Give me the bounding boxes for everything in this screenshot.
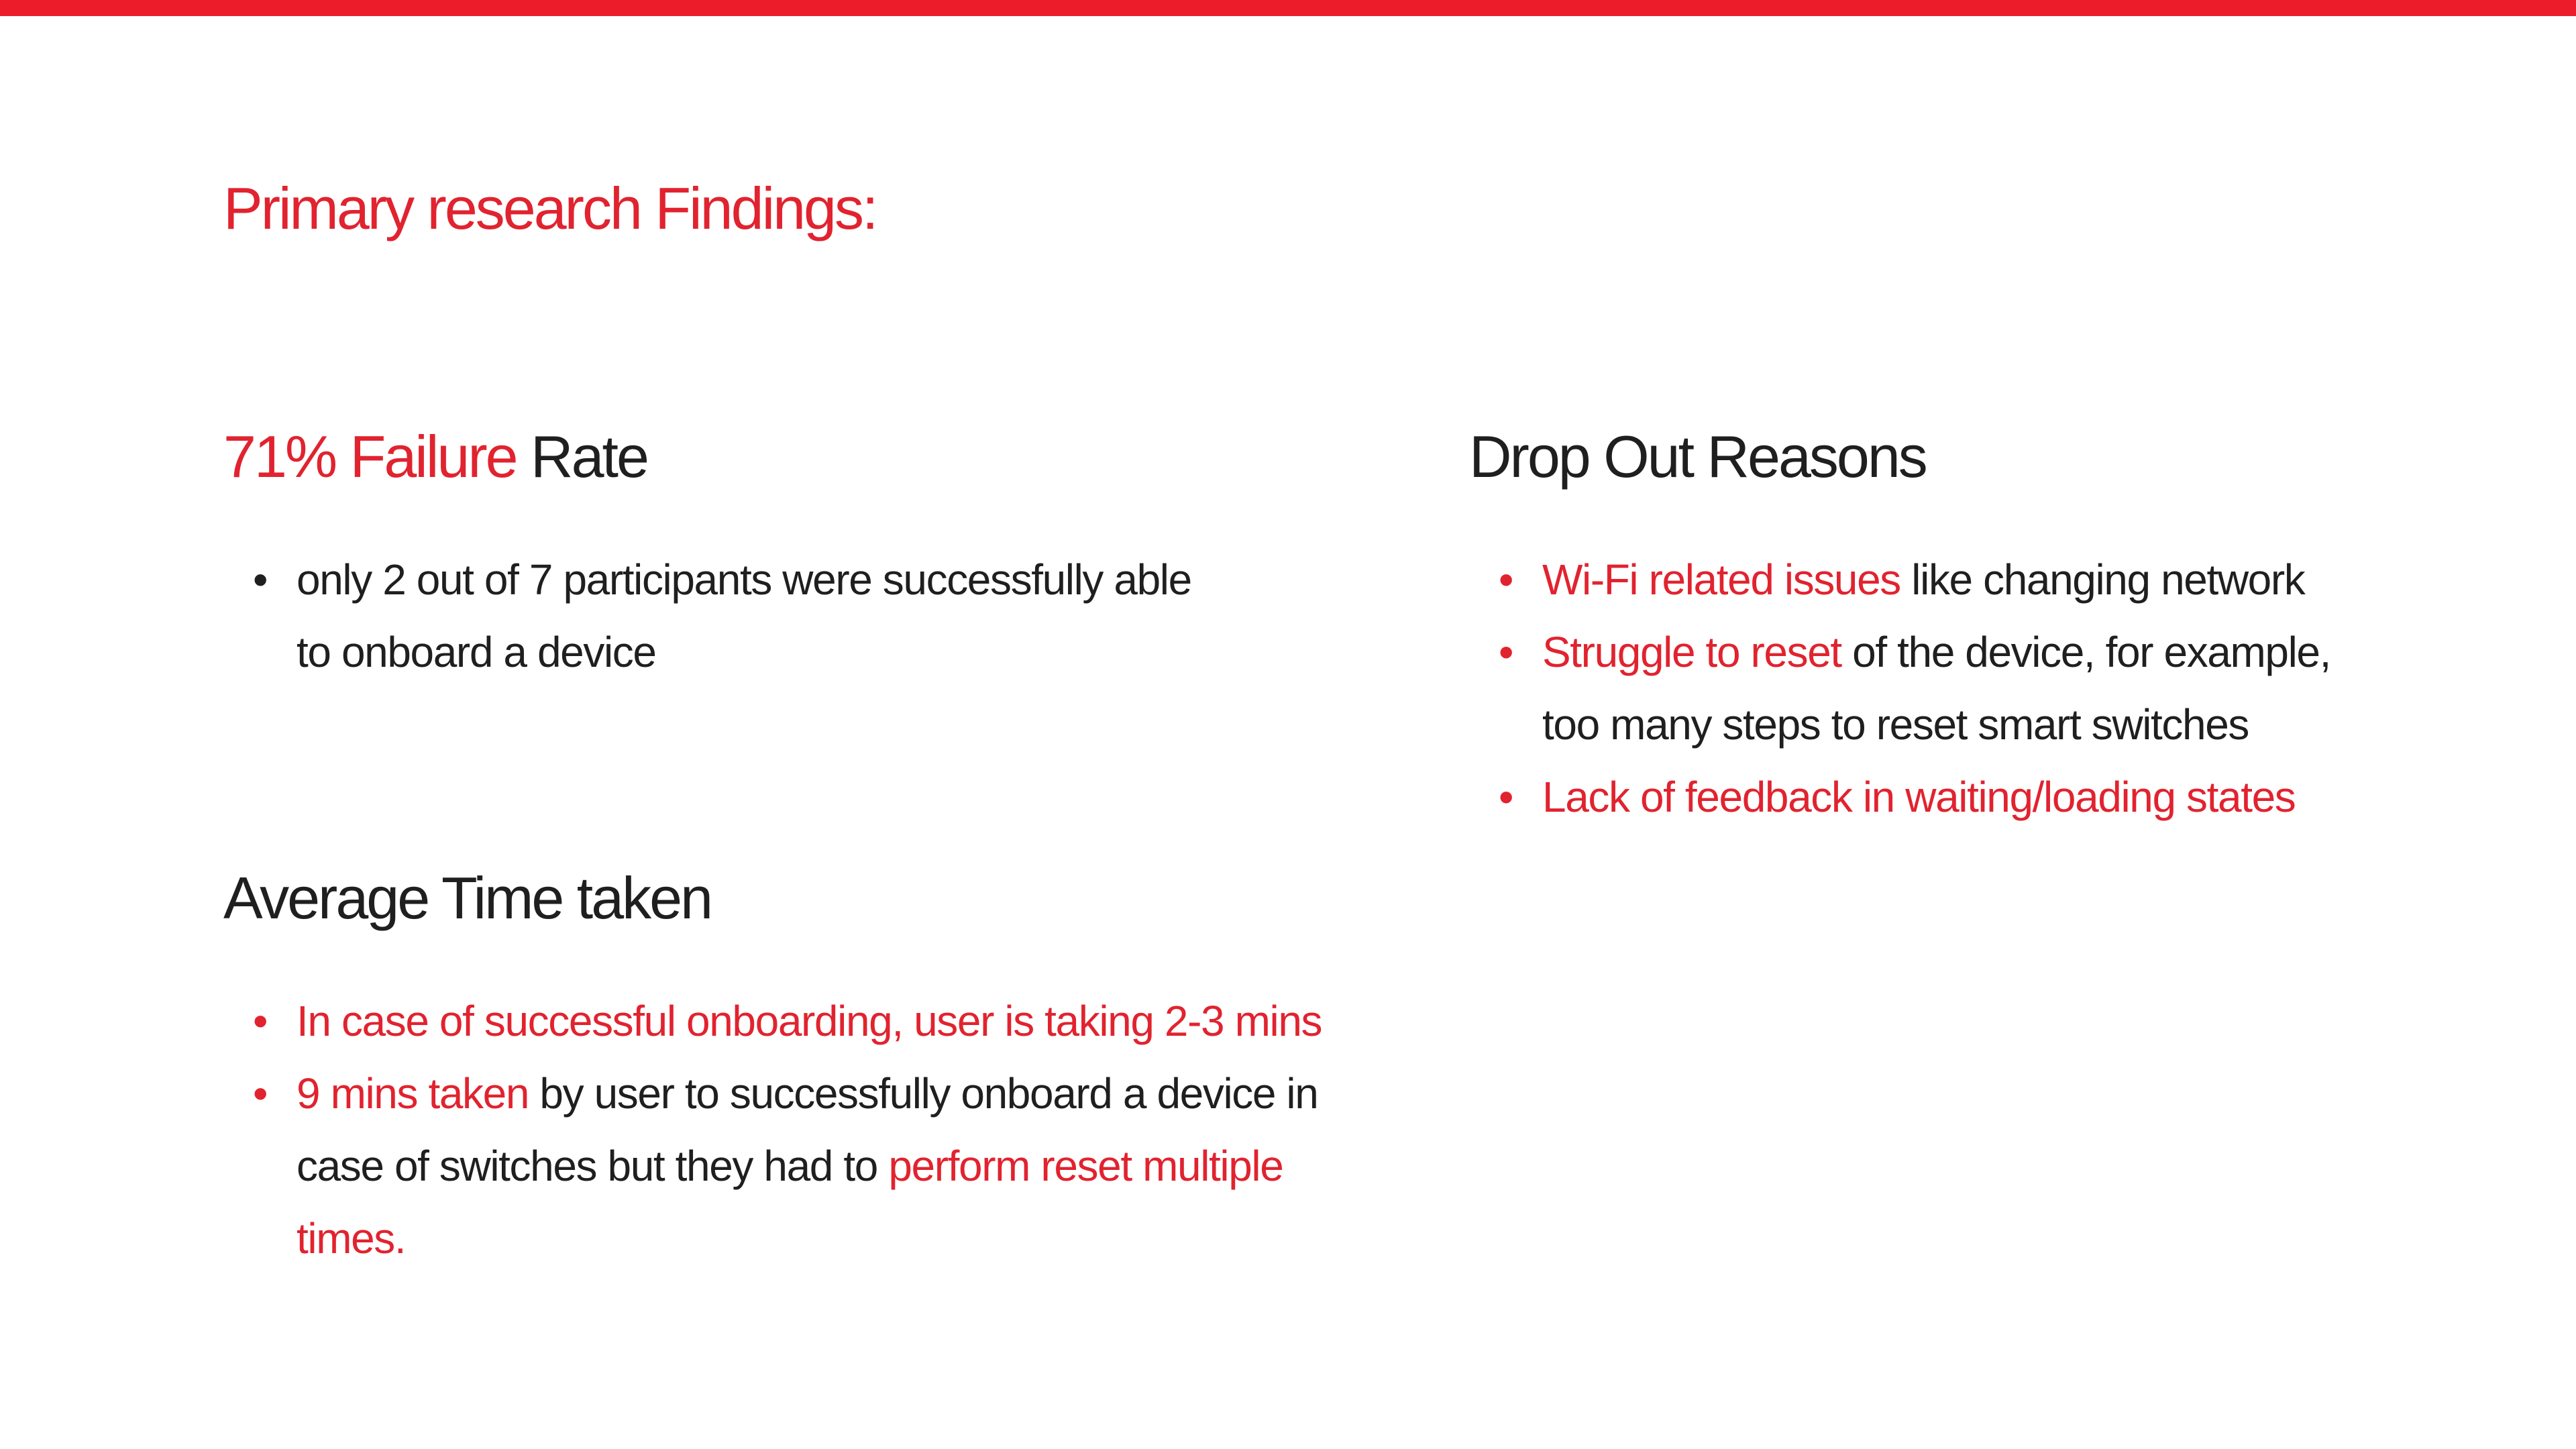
drop-out-reasons-section (1469, 421, 2542, 833)
bullet-text-highlight: times. (297, 1214, 406, 1263)
bullet-text-highlight: 9 mins taken (297, 1069, 529, 1118)
average-time-bullets (223, 985, 1498, 1275)
bullet-dot-icon: • (253, 996, 268, 1045)
drop-out-reasons-heading: Drop Out Reasons (1469, 423, 1926, 490)
bullet-dot-icon: • (1499, 555, 1513, 604)
list-item (1469, 761, 2542, 833)
page-title: Primary research Findings: (223, 175, 877, 241)
average-time-heading: Average Time taken (223, 865, 712, 931)
bullet-dot-icon: • (1499, 627, 1513, 676)
bullet-text-continued: case of switches but they had to (297, 1141, 889, 1190)
failure-rate-highlight: 71% Failure (223, 423, 517, 490)
bullet-dot-icon: • (1499, 772, 1513, 821)
bullet-dot-icon: • (253, 555, 268, 604)
bullet-text-highlight: Struggle to reset (1542, 627, 1841, 676)
bullet-text-highlight: Wi-Fi related issues (1542, 555, 1900, 604)
bullet-text: by user to successfully onboard a device in (529, 1069, 1318, 1118)
list-item (1469, 543, 2542, 616)
failure-rate-heading (223, 421, 1431, 492)
list-item (223, 1057, 1498, 1275)
failure-rate-heading-rest: Rate (516, 423, 647, 490)
average-time-section (223, 863, 1471, 1275)
bullet-text-continued: too many steps to reset smart switches (1542, 700, 2249, 749)
failure-rate-bullets (223, 543, 1364, 688)
drop-out-reasons-bullets (1469, 543, 2542, 833)
list-item (223, 985, 1498, 1057)
list-item (223, 543, 1364, 688)
list-item (1469, 616, 2542, 761)
top-accent-bar (0, 0, 2576, 16)
bullet-text-highlight: Lack of feedback in waiting/loading states (1542, 772, 2296, 821)
bullet-text: like changing network (1900, 555, 2305, 604)
bullet-text: of the device, for example, (1841, 627, 2331, 676)
bullet-dot-icon: • (253, 1069, 268, 1118)
failure-rate-section (223, 421, 1431, 688)
bullet-text-highlight: In case of successful onboarding, user is taking 2-3 mins (297, 996, 1322, 1045)
bullet-text-highlight: perform reset multiple (888, 1141, 1283, 1190)
bullet-text-continued: to onboard a device (297, 627, 656, 676)
bullet-text: only 2 out of 7 participants were successfully able (297, 555, 1191, 604)
